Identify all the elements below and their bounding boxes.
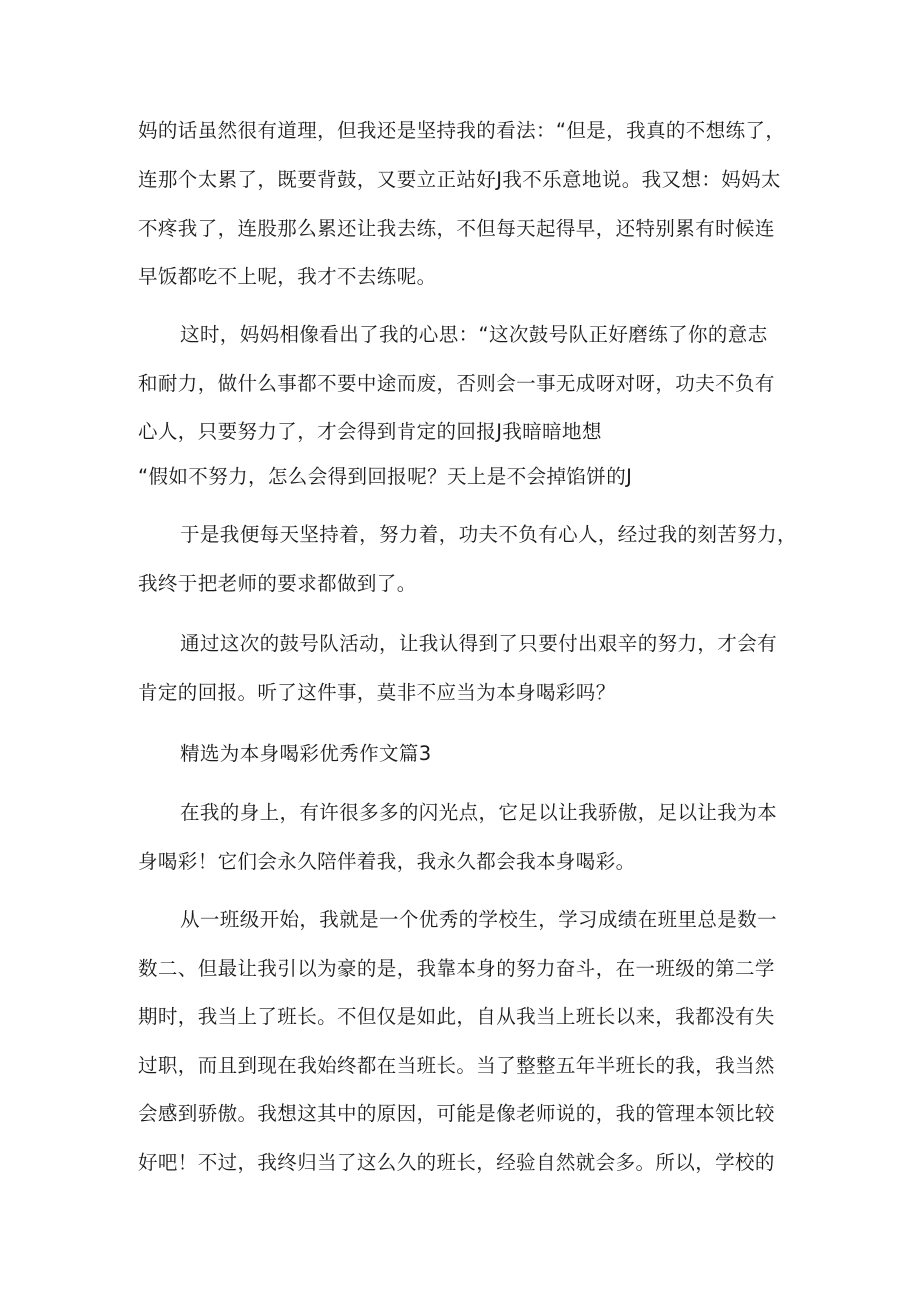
paragraph-line: 妈的话虽然很有道理，但我还是坚持我的看法：“但是，我真的不想练了， [138,119,786,142]
paragraph-line: 连那个太累了，既要背鼓，又要立正站好J我不乐意地说。我又想：妈妈太 [138,168,781,191]
section-heading: 精选为本身喝彩优秀作文篇3 [180,742,432,765]
paragraph-line: 期时，我当上了班长。不但仅是如此，自从我当上班长以来，我都没有失 [138,1005,775,1028]
paragraph-line: 通过这次的鼓号队活动，让我认得到了只要付出艰辛的努力，才会有 [180,632,778,655]
paragraph-line: 和耐力，做什么事都不要中途而废，否则会一事无成呀对呀，功夫不负有 [138,372,775,395]
paragraph-line: 心人，只要努力了，才会得到肯定的回报J我暗暗地想 [138,420,602,443]
paragraph-line: 肯定的回报。听了这件事，莫非不应当为本身喝彩吗？ [138,681,616,704]
paragraph-line: 我终于把老师的要求都做到了。 [138,572,417,595]
paragraph-line: 好吧！不过，我终归当了这么久的班长，经验自然就会多。所以，学校的 [138,1151,775,1174]
paragraph-line: “假如不努力，怎么会得到回报呢？天上是不会掉馅饼的J [138,465,633,488]
paragraph-line: 数二、但最让我引以为豪的是，我靠本身的努力奋斗，在一班级的第二学 [138,957,775,980]
paragraph-line: 身喝彩！它们会永久陪伴着我，我永久都会我本身喝彩。 [138,850,636,873]
paragraph-line: 这时，妈妈相像看出了我的心思：“这次鼓号队正好磨练了你的意志 [180,323,768,346]
paragraph-line: 早饭都吃不上呢，我才不去练呢。 [138,265,437,288]
paragraph-line: 不疼我了，连股那么累还让我去练，不但每天起得早，还特别累有时候连 [138,217,775,240]
paragraph-line: 在我的身上，有许很多多的闪光点，它足以让我骄傲，足以让我为本 [180,801,778,824]
paragraph-line: 会感到骄傲。我想这其中的原因，可能是像老师说的，我的管理本领比较 [138,1102,775,1125]
paragraph-line: 过职，而且到现在我始终都在当班长。当了整整五年半班长的我，我当然 [138,1054,775,1077]
paragraph-line: 于是我便每天坚持着，努力着，功夫不负有心人，经过我的刻苦努力， [180,523,797,546]
paragraph-line: 从一班级开始，我就是一个优秀的学校生，学习成绩在班里总是数一 [180,908,778,931]
